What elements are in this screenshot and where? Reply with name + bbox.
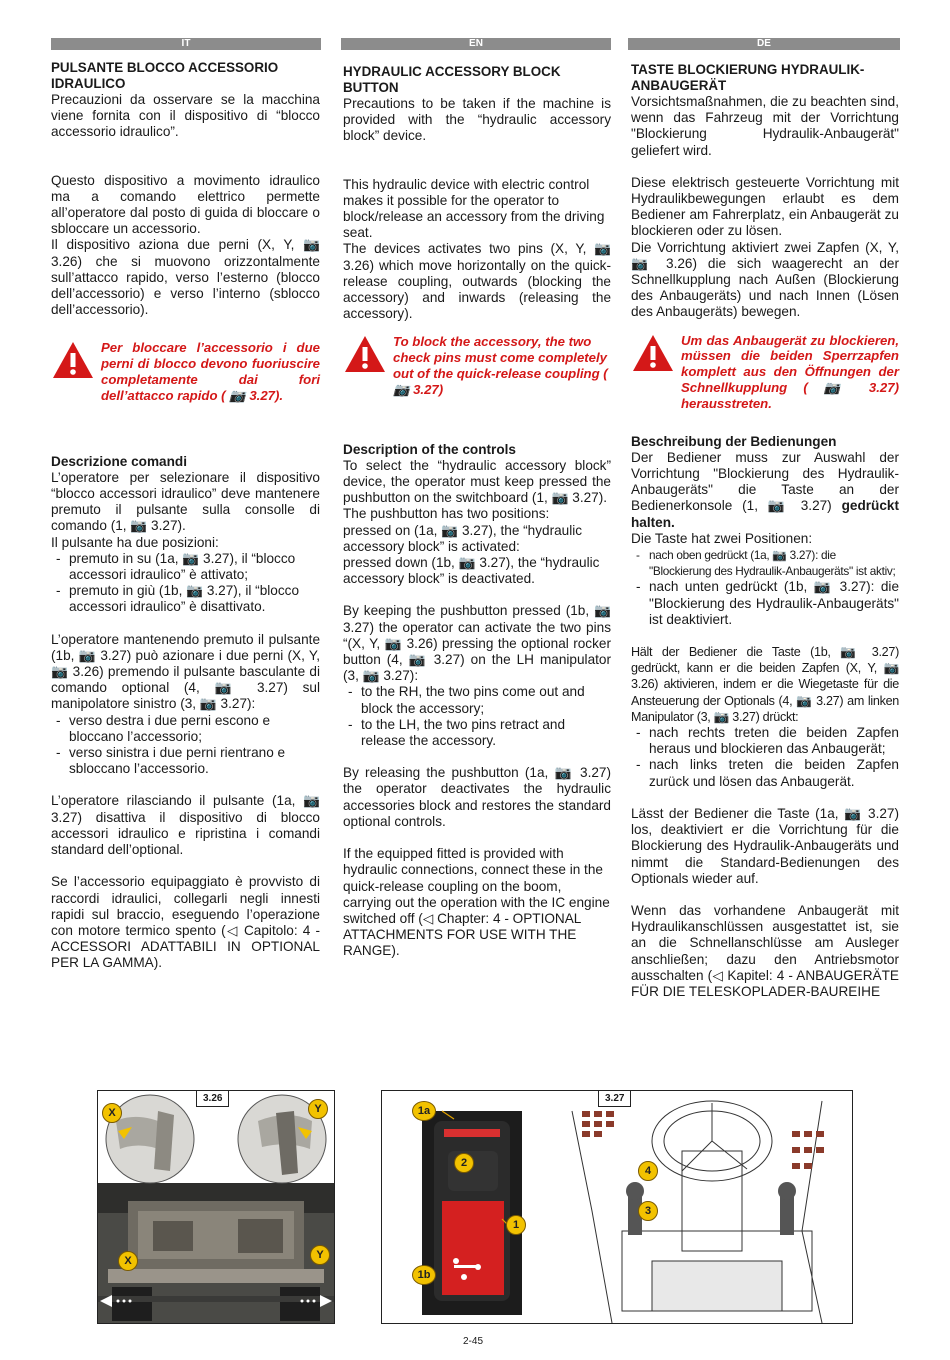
warning-box	[631, 333, 899, 412]
figure-tag: 3.27	[598, 1090, 631, 1107]
list	[51, 713, 320, 778]
intro-text: Precautions to be taken if the machine is provided with the “hydraulic accessory block” device.	[343, 96, 611, 144]
list	[51, 551, 320, 616]
lang-tab-it: IT	[51, 38, 321, 50]
warning-text: Um das Anbaugerät zu blockieren, müssen die beiden Sperrzapfen komplett aus den Öffnungen der Schnellkupplung ( 📷 3.27) herausstreten.	[681, 332, 899, 411]
intro-text: Vorsichtsmaßnahmen, die zu beachten sind, wenn das Fahrzeug mit der Vorrichtung "Blockierung Hydraulik-Anbaugerät" geliefert wird.	[631, 94, 899, 158]
paragraph-text: Der Bediener muss zur Auswahl der Vorrichtung "Blockierung des Hydraulik-Anbaugeräts" die Taste an der Bedienerkonsole (1, 📷 3.27)	[631, 449, 899, 514]
section-title: TASTE BLOCKIERUNG HYDRAULIK-ANBAUGERÄT	[631, 62, 865, 93]
paragraph: Lässt der Bediener die Taste (1a, 📷 3.27) los, deaktiviert er die Vorrichtung für die Blockierung des Hydraulik-Anbaugeräts und nimmt die Standard-Bedienungen des Optionals wieder auf.	[631, 805, 899, 886]
list-item: - premuto in giù (1b, 📷 3.27), il “blocco accessori idraulico” è disattivato.	[51, 583, 320, 615]
paragraph: To select the “hydraulic accessory block” device, the operator must keep pressed the pushbutton on the switchboard (1, 📷 3.27).	[343, 457, 611, 506]
paragraph: The pushbutton has two positions:	[343, 506, 550, 522]
paragraph: pressed down (1b, 📷 3.27), the “hydraulic accessory block” is deactivated.	[343, 555, 600, 587]
lang-tab-de: DE	[628, 38, 900, 50]
section-title: HYDRAULIC ACCESSORY BLOCK BUTTON	[343, 64, 561, 95]
column-it	[51, 60, 320, 972]
list-item: - nach rechts treten die beiden Zapfen heraus und blockieren das Anbaugerät;	[631, 725, 899, 757]
bold-text: gedrückt halten.	[631, 498, 900, 530]
paragraph: Diese elektrisch gesteuerte Vorrichtung mit Hydraulikbewegungen erlaubt es dem Bediener am Fahrerplatz, ein Anbaugerät zu blockieren oder zu lösen.	[631, 174, 899, 239]
list-item: - premuto in su (1a, 📷 3.27), il “blocco accessori idraulico” è attivato;	[51, 551, 320, 583]
list-item: - verso sinistra i due perni rientrano e sbloccano l’accessorio.	[51, 745, 320, 777]
paragraph: L’operatore mantenendo premuto il pulsante (1b, 📷 3.27) può azionare i due perni (X, Y, 📷 3.26) premendo il pulsante basculante di comando optional (4, 📷 3.27) sul manipolatore sinistro (3, 📷 3.27):	[51, 631, 320, 712]
paragraph: By keeping the pushbutton pressed (1b, 📷 3.27) the operator can activate the two pins “(X, Y, 📷 3.26) pressing the optional rocker button (4, 📷 3.27) on the LH manipulator (3, 📷 3.27):	[343, 603, 611, 684]
paragraph: This hydraulic device with electric control makes it possible for the operator to block/release an accessory from the driving seat.	[343, 176, 605, 241]
callout-1: 1	[506, 1215, 526, 1235]
paragraph: Die Vorrichtung aktiviert zwei Zapfen (X, Y, 📷 3.26) die sich waagerecht an der Schnellkupplung nach Außen (Blockierung des Anbaugeräts) und nach Innen (Lösen des Anbaugeräts) bewegen.	[631, 239, 899, 320]
callout-y-top: Y	[308, 1099, 328, 1119]
list	[631, 725, 899, 790]
warning-text: To block the accessory, the two check pins must come completely out of the quick-release coupling ( 📷 3.27)	[393, 334, 608, 397]
paragraph: The devices activates two pins (X, Y, 📷 3.26) which move horizontally on the quick-release coupling, outwards (blocking the accessory) and inwards (releasing the accessory).	[343, 241, 611, 322]
paragraph: L’operatore rilasciando il pulsante (1a, 📷 3.27) disattiva il dispositivo di blocco accessori idraulico e ripristina i comandi standard dell’optional.	[51, 793, 320, 858]
paragraph: Il pulsante ha due posizioni:	[51, 534, 219, 550]
lang-tab-en: EN	[341, 38, 611, 50]
warning-icon	[51, 340, 101, 384]
paragraph: Die Taste hat zwei Positionen:	[631, 530, 813, 546]
callout-1a: 1a	[412, 1101, 436, 1121]
section-title: PULSANTE BLOCCO ACCESSORIO IDRAULICO	[51, 60, 279, 91]
page-number: 2-45	[463, 1336, 484, 1347]
list-item: - to the LH, the two pins retract and release the accessory.	[343, 717, 611, 749]
list-item: - nach unten gedrückt (1b, 📷 3.27): die "Blockierung des Hydraulik-Anbaugeräts" ist deaktiviert.	[631, 579, 899, 628]
callout-3: 3	[638, 1201, 658, 1221]
paragraph: Hält der Bediener die Taste (1b, 📷 3.27) gedrückt, kann er die beiden Zapfen (X, Y, 📷 3.26) aktivieren, indem er die Wiegetaste für die Ansteuerung der Optionals (4, 📷 3.27) am linken Manipulator (3, 📷 3.27) drückt:	[631, 645, 899, 724]
callout-x-bottom: X	[118, 1251, 138, 1271]
paragraph: Questo dispositivo a movimento idraulico ma a comando elettrico permette all’operatore dal posto di guida di bloccare o sbloccare un accessorio.	[51, 172, 320, 237]
paragraph: Se l’accessorio equipaggiato è provvisto di raccordi idraulici, collegarli negli innesti rapidi sul braccio, eseguendo l’operazione con motore termico spento (◁ Capitolo: 4 - ACCESSORI ADATTABILI IN OPTIONAL PER LA GAMMA).	[51, 874, 320, 971]
figure-tag: 3.26	[196, 1090, 229, 1107]
callout-x-top: X	[102, 1103, 122, 1123]
paragraph	[631, 450, 899, 531]
list	[631, 547, 899, 628]
controls-title: Description of the controls	[343, 441, 516, 457]
paragraph: L’operatore per selezionare il dispositivo “blocco accessori idraulico” deve mantenere premuto il pulsante sulla consolle di comando (1, 📷 3.27).	[51, 469, 320, 534]
warning-text: Per bloccare l’accessorio i due perni di blocco devono fuoriuscire completamente dai fori dell’attacco rapido ( 📷 3.27).	[101, 340, 320, 403]
controls-title: Descrizione comandi	[51, 453, 187, 469]
warning-icon	[631, 333, 681, 377]
cab-controls-drawing	[382, 1091, 852, 1323]
warning-icon	[343, 334, 393, 378]
list-item: - nach oben gedrückt (1a, 📷 3.27): die "Blockierung des Hydraulik-Anbaugeräts" ist aktiv;	[631, 547, 899, 579]
paragraph: Il dispositivo aziona due perni (X, Y, 📷 3.26) che si muovono orizzontalmente sull’attacco rapido, verso l’esterno (blocco dell’accessorio) e verso l’interno (sblocco dell’accessorio).	[51, 237, 320, 318]
intro-text: Precauzioni da osservare se la macchina viene fornita con il dispositivo di “blocco accessorio idraulico”.	[51, 92, 320, 140]
list-item: - nach links treten die beiden Zapfen zurück und lösen das Anbaugerät.	[631, 757, 899, 789]
figure-3-26	[97, 1090, 335, 1324]
list	[343, 684, 611, 749]
paragraph: pressed on (1a, 📷 3.27), the “hydraulic accessory block” is activated:	[343, 522, 583, 554]
list-item: - to the RH, the two pins come out and block the accessory;	[343, 684, 611, 716]
callout-2: 2	[454, 1153, 474, 1173]
controls-title: Beschreibung der Bedienungen	[631, 433, 837, 449]
paragraph: Wenn das vorhandene Anbaugerät mit Hydraulikanschlüssen ausgestattet ist, sie an die Schnellanschlüsse am Ausleger anschließen; dazu den Antriebsmotor ausschalten (◁ Kapitel: 4 - ANBAUGERÄTE FÜR DIE TELESKOPLADER-BAUREIHE	[631, 902, 899, 999]
warning-box	[51, 340, 320, 403]
column-de	[631, 60, 899, 1000]
quick-coupling-photo	[98, 1091, 334, 1323]
callout-1b: 1b	[412, 1265, 436, 1285]
callout-y-bottom: Y	[310, 1245, 330, 1265]
column-en	[343, 60, 611, 960]
list-item: - verso destra i due perni escono e bloccano l’accessorio;	[51, 713, 320, 745]
warning-box	[343, 334, 611, 397]
paragraph: If the equipped fitted is provided with hydraulic connections, connect these in the quick-release coupling on the boom, carrying out the operation with the IC engine switched off (◁ Chapter: 4 - OPTIONAL ATTACHMENTS FOR USE WITH THE RANGE).	[343, 846, 610, 959]
callout-4: 4	[638, 1161, 658, 1181]
figure-3-27	[381, 1090, 853, 1324]
paragraph: By releasing the pushbutton (1a, 📷 3.27) the operator deactivates the hydraulic accessories block and restores the standard optional controls.	[343, 765, 611, 829]
